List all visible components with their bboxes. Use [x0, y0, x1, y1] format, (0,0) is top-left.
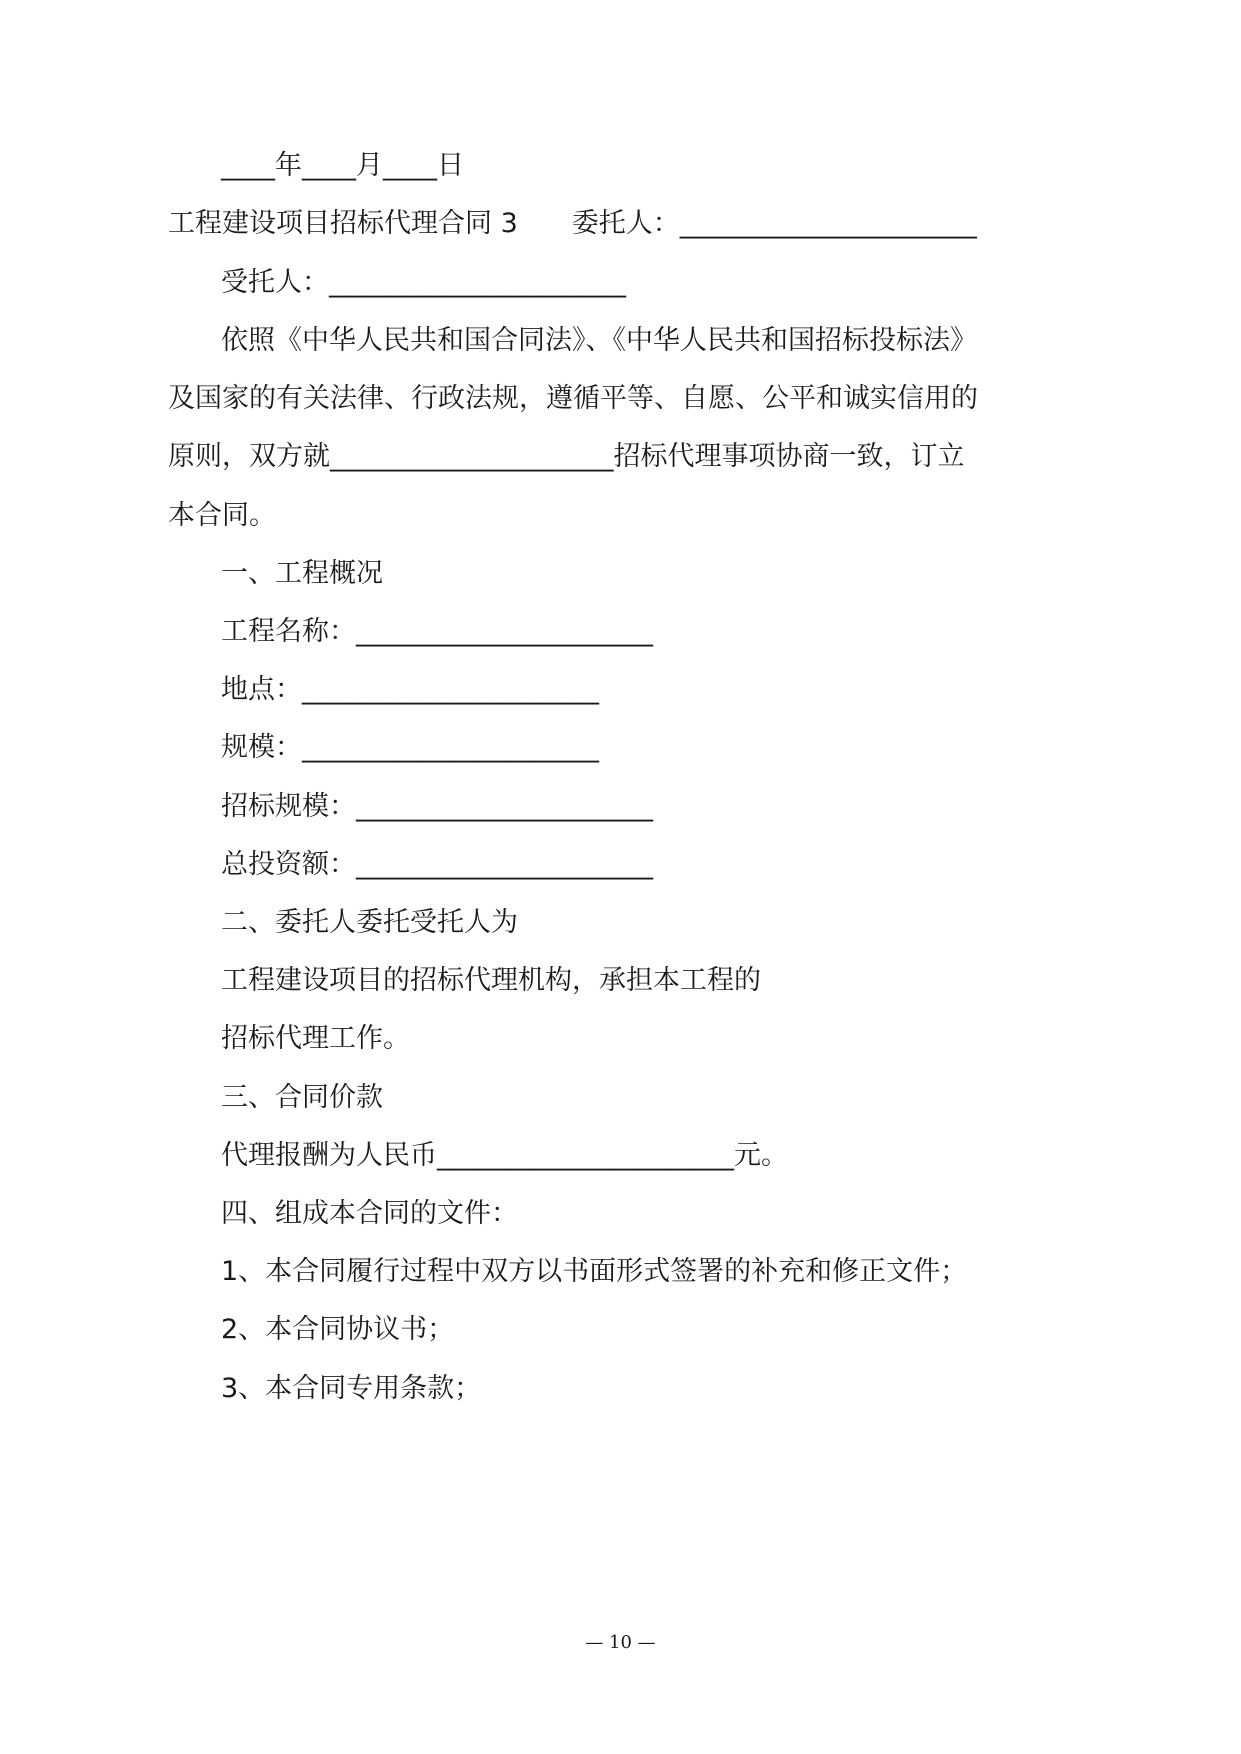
date-line: ____年____月____日	[221, 150, 464, 181]
section-2-line-1: 工程建设项目的招标代理机构，承担本工程的	[221, 965, 761, 996]
section-3-heading: 三、合同价款	[221, 1082, 383, 1113]
trustee-line: 受托人：______________________	[221, 267, 626, 298]
section-2-line-2: 招标代理工作。	[221, 1023, 410, 1054]
preamble-line-4: 本合同。	[168, 500, 276, 531]
tender-scale-field: 招标规模：______________________	[221, 791, 653, 822]
preamble-line-1: 依照《中华人民共和国合同法》、《中华人民共和国招标投标法》	[221, 325, 977, 356]
section-4-heading: 四、组成本合同的文件：	[221, 1198, 518, 1229]
project-name-field: 工程名称：______________________	[221, 616, 653, 647]
section-2-heading: 二、委托人委托受托人为	[221, 907, 518, 938]
total-investment-field: 总投资额：______________________	[221, 849, 653, 880]
preamble-line-3: 原则，双方就_____________________招标代理事项协商一致，订立	[168, 441, 965, 472]
document-item-2: 2、本合同协议书；	[221, 1314, 455, 1345]
title-line: 工程建设项目招标代理合同 3 委托人：______________________	[168, 208, 977, 239]
agency-fee-line: 代理报酬为人民币______________________元。	[221, 1140, 788, 1171]
scale-field: 规模：______________________	[221, 732, 599, 763]
location-field: 地点：______________________	[221, 674, 599, 705]
document-item-1: 1、本合同履行过程中双方以书面形式签署的补充和修正文件；	[221, 1256, 968, 1287]
preamble-line-2: 及国家的有关法律、行政法规，遵循平等、自愿、公平和诚实信用的	[168, 383, 978, 414]
section-1-heading: 一、工程概况	[221, 558, 383, 589]
page-number: — 10 —	[585, 1632, 656, 1653]
document-item-3: 3、本合同专用条款；	[221, 1373, 482, 1404]
